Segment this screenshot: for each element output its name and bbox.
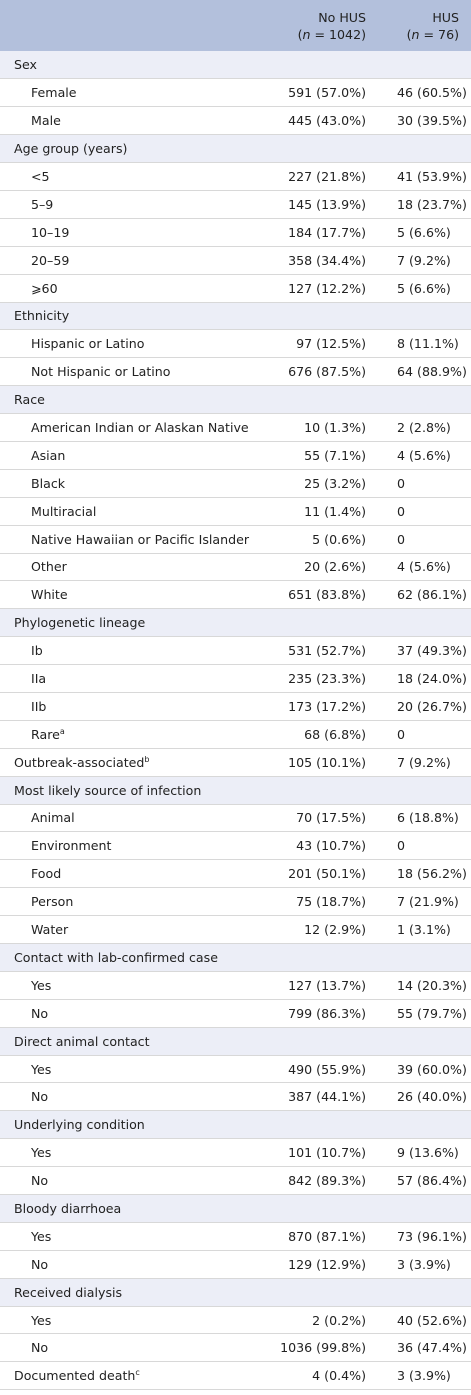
row-label: <5: [31, 169, 50, 184]
no-hus-value: 20 (2.6%): [280, 553, 372, 581]
table-row: [0, 860, 471, 888]
hus-value: 73 (96.1%): [372, 1222, 471, 1250]
hus-value: [372, 302, 471, 330]
row-label: Outbreak-associated: [14, 754, 145, 770]
hus-value: 1 (3.1%): [372, 916, 471, 944]
hus-value: [372, 776, 471, 804]
row-label: Received dialysis: [14, 1284, 123, 1300]
no-hus-value: 870 (87.1%): [280, 1222, 372, 1250]
no-hus-value: 651 (83.8%): [280, 581, 372, 609]
row-label: Food: [31, 866, 62, 882]
row-label-cell: [0, 581, 280, 609]
category-row: [0, 1027, 471, 1055]
no-hus-value: 10 (1.3%): [280, 414, 372, 442]
header-hus-title: HUS: [432, 9, 459, 25]
hus-value: 46 (60.5%): [372, 79, 471, 107]
hus-value: 30 (39.5%): [372, 107, 471, 135]
row-label-cell: [0, 1139, 280, 1167]
table-header-row: [0, 0, 471, 51]
hus-value: 26 (40.0%): [372, 1083, 471, 1111]
category-row: [0, 1278, 471, 1306]
row-label-cell: [0, 1167, 280, 1195]
table-row: [0, 999, 471, 1027]
no-hus-value: 799 (86.3%): [280, 999, 372, 1027]
row-label: Ethnicity: [14, 308, 70, 324]
hus-value: 0: [372, 497, 471, 525]
row-label: 10–19: [31, 224, 70, 240]
hus-value: 0: [372, 469, 471, 497]
row-label-cell: [0, 692, 280, 720]
row-label-cell: [0, 860, 280, 888]
no-hus-value: 43 (10.7%): [280, 832, 372, 860]
row-label: Contact with lab-confirmed case: [14, 949, 218, 965]
hus-value: [372, 609, 471, 637]
hus-value: 0: [372, 525, 471, 553]
row-label-cell: [0, 1222, 280, 1250]
table-row: [0, 1055, 471, 1083]
row-label: Environment: [31, 838, 112, 854]
row-label: Water: [31, 922, 69, 938]
row-label: No: [31, 1005, 49, 1021]
row-label-cell: [0, 163, 280, 191]
no-hus-value: 145 (13.9%): [280, 190, 372, 218]
hus-value: 3 (3.9%): [372, 1362, 471, 1390]
hus-value: 62 (86.1%): [372, 581, 471, 609]
category-row: [0, 135, 471, 163]
row-label: Ib: [31, 643, 43, 659]
hus-value: 14 (20.3%): [372, 971, 471, 999]
no-hus-value: 591 (57.0%): [280, 79, 372, 107]
hus-value: 8 (11.1%): [372, 330, 471, 358]
no-hus-value: [280, 609, 372, 637]
no-hus-value: [280, 944, 372, 972]
row-label-cell: [0, 51, 280, 79]
table-row: [0, 414, 471, 442]
row-label-cell: [0, 386, 280, 414]
table-row: [0, 1222, 471, 1250]
no-hus-value: 68 (6.8%): [280, 720, 372, 748]
row-label: Race: [14, 392, 45, 408]
row-label: 20–59: [31, 252, 70, 268]
table-row: [0, 497, 471, 525]
row-label-cell: [0, 302, 280, 330]
hus-value: 20 (26.7%): [372, 692, 471, 720]
table-row: [0, 79, 471, 107]
no-hus-value: 97 (12.5%): [280, 330, 372, 358]
no-hus-value: 105 (10.1%): [280, 748, 372, 776]
row-label: Asian: [31, 447, 66, 463]
row-label: Animal: [31, 810, 75, 826]
no-hus-value: [280, 51, 372, 79]
row-label-cell: [0, 135, 280, 163]
table-row: [0, 107, 471, 135]
row-label-cell: [0, 665, 280, 693]
row-label-cell: [0, 497, 280, 525]
table-body: [0, 51, 471, 1390]
table-row: [0, 525, 471, 553]
table-row: [0, 553, 471, 581]
hus-value: 2 (2.8%): [372, 414, 471, 442]
hus-value: 0: [372, 720, 471, 748]
hus-value: 4 (5.6%): [372, 441, 471, 469]
no-hus-value: 25 (3.2%): [280, 469, 372, 497]
header-no-hus-n: (n = 1042): [297, 26, 366, 42]
hus-value: 40 (52.6%): [372, 1306, 471, 1334]
table-row: [0, 637, 471, 665]
no-hus-value: 70 (17.5%): [280, 804, 372, 832]
no-hus-value: [280, 386, 372, 414]
row-label: No: [31, 1340, 49, 1356]
table-row: [0, 469, 471, 497]
category-row: [0, 302, 471, 330]
row-label-cell: [0, 1055, 280, 1083]
table-row: [0, 358, 471, 386]
row-label: Multiracial: [31, 503, 97, 519]
row-label: Most likely source of infection: [14, 782, 202, 798]
row-label: American Indian or Alaskan Native: [31, 420, 249, 436]
row-label-cell: [0, 609, 280, 637]
no-hus-value: 842 (89.3%): [280, 1167, 372, 1195]
hus-value: [372, 51, 471, 79]
hus-value: 18 (24.0%): [372, 665, 471, 693]
no-hus-value: [280, 302, 372, 330]
table-row: [0, 804, 471, 832]
no-hus-value: 173 (17.2%): [280, 692, 372, 720]
row-label: Yes: [31, 1145, 52, 1161]
row-label-cell: [0, 469, 280, 497]
no-hus-value: 55 (7.1%): [280, 441, 372, 469]
row-label-cell: [0, 1111, 280, 1139]
row-label-cell: [0, 441, 280, 469]
no-hus-value: [280, 1111, 372, 1139]
row-label: Person: [31, 894, 74, 910]
row-label: Underlying condition: [14, 1117, 145, 1133]
no-hus-value: 4 (0.4%): [280, 1362, 372, 1390]
table-row: [0, 190, 471, 218]
table-row: [0, 330, 471, 358]
header-hus: [372, 0, 471, 51]
table-row: [0, 246, 471, 274]
hus-value: 7 (9.2%): [372, 246, 471, 274]
row-label-cell: [0, 553, 280, 581]
row-label: Yes: [31, 1061, 52, 1077]
row-label: ⩾60: [31, 280, 58, 296]
row-label-cell: [0, 1334, 280, 1362]
table-row: [0, 971, 471, 999]
no-hus-value: [280, 1195, 372, 1223]
category-row: [0, 776, 471, 804]
hus-value: 5 (6.6%): [372, 274, 471, 302]
row-label-cell: [0, 776, 280, 804]
no-hus-value: 129 (12.9%): [280, 1250, 372, 1278]
category-row: [0, 1111, 471, 1139]
table-row: [0, 692, 471, 720]
hus-value: 5 (6.6%): [372, 218, 471, 246]
row-label: Male: [31, 113, 61, 129]
row-label-cell: [0, 218, 280, 246]
no-hus-value: 201 (50.1%): [280, 860, 372, 888]
row-label-cell: [0, 274, 280, 302]
row-label-cell: [0, 1195, 280, 1223]
no-hus-value: 101 (10.7%): [280, 1139, 372, 1167]
row-label-cell: [0, 414, 280, 442]
row-label-cell: [0, 720, 280, 748]
no-hus-value: 387 (44.1%): [280, 1083, 372, 1111]
no-hus-value: [280, 1027, 372, 1055]
hus-value: 3 (3.9%): [372, 1250, 471, 1278]
hus-value: 64 (88.9%): [372, 358, 471, 386]
row-label: Native Hawaiian or Pacific Islander: [31, 531, 249, 547]
row-label-cell: [0, 1278, 280, 1306]
row-label: Phylogenetic lineage: [14, 615, 146, 631]
table-row: [0, 916, 471, 944]
table-row: [0, 1167, 471, 1195]
table-row: [0, 748, 471, 776]
row-label-cell: [0, 358, 280, 386]
hus-value: [372, 1278, 471, 1306]
row-label: No: [31, 1089, 49, 1105]
row-label: Rare: [31, 726, 60, 742]
no-hus-value: 5 (0.6%): [280, 525, 372, 553]
no-hus-value: 11 (1.4%): [280, 497, 372, 525]
no-hus-value: 531 (52.7%): [280, 637, 372, 665]
footnote-marker: c: [135, 1368, 140, 1378]
row-label-cell: [0, 1083, 280, 1111]
no-hus-value: 227 (21.8%): [280, 163, 372, 191]
row-label: No: [31, 1256, 49, 1272]
row-label: Documented death: [14, 1368, 136, 1384]
no-hus-value: 75 (18.7%): [280, 888, 372, 916]
row-label: Black: [31, 475, 66, 491]
row-label-cell: [0, 1362, 280, 1390]
hus-value: 41 (53.9%): [372, 163, 471, 191]
table-row: [0, 441, 471, 469]
row-label: Direct animal contact: [14, 1033, 150, 1049]
no-hus-value: [280, 776, 372, 804]
row-label: Yes: [31, 1312, 52, 1328]
row-label: IIb: [31, 698, 47, 714]
hus-value: [372, 1195, 471, 1223]
category-row: [0, 51, 471, 79]
row-label: 5–9: [31, 196, 54, 212]
row-label-cell: [0, 1306, 280, 1334]
row-label: No: [31, 1173, 49, 1189]
hus-value: 9 (13.6%): [372, 1139, 471, 1167]
table-row: [0, 1083, 471, 1111]
table-row: [0, 832, 471, 860]
category-row: [0, 1195, 471, 1223]
row-label: Yes: [31, 1228, 52, 1244]
no-hus-value: 676 (87.5%): [280, 358, 372, 386]
row-label-cell: [0, 637, 280, 665]
table-row: [0, 1250, 471, 1278]
hus-value: 7 (9.2%): [372, 748, 471, 776]
row-label: Female: [31, 85, 77, 101]
hus-value: 4 (5.6%): [372, 553, 471, 581]
hus-value: [372, 386, 471, 414]
row-label: Sex: [14, 57, 37, 73]
hus-value: [372, 1027, 471, 1055]
header-label: [0, 0, 280, 51]
table-row: [0, 1139, 471, 1167]
hus-value: [372, 944, 471, 972]
row-label: Bloody diarrhoea: [14, 1200, 122, 1216]
row-label-cell: [0, 888, 280, 916]
row-label-cell: [0, 916, 280, 944]
hus-value: [372, 135, 471, 163]
row-label-cell: [0, 107, 280, 135]
footnote-marker: b: [144, 754, 150, 764]
row-label-cell: [0, 832, 280, 860]
row-label-cell: [0, 999, 280, 1027]
row-label-cell: [0, 804, 280, 832]
no-hus-value: [280, 135, 372, 163]
no-hus-value: 127 (12.2%): [280, 274, 372, 302]
category-row: [0, 609, 471, 637]
row-label-cell: [0, 330, 280, 358]
no-hus-value: 490 (55.9%): [280, 1055, 372, 1083]
hus-value: 18 (56.2%): [372, 860, 471, 888]
no-hus-value: 12 (2.9%): [280, 916, 372, 944]
table-row: [0, 1306, 471, 1334]
row-label: Yes: [31, 977, 52, 993]
table-row: [0, 888, 471, 916]
table-row: [0, 163, 471, 191]
hus-value: 55 (79.7%): [372, 999, 471, 1027]
row-label: Age group (years): [14, 141, 128, 157]
category-row: [0, 386, 471, 414]
hus-value: 36 (47.4%): [372, 1334, 471, 1362]
table-row: [0, 1334, 471, 1362]
hus-value: 0: [372, 832, 471, 860]
row-label-cell: [0, 748, 280, 776]
no-hus-value: 358 (34.4%): [280, 246, 372, 274]
row-label: Hispanic or Latino: [31, 336, 145, 352]
no-hus-value: 1036 (99.8%): [280, 1334, 372, 1362]
no-hus-value: 127 (13.7%): [280, 971, 372, 999]
hus-value: 18 (23.7%): [372, 190, 471, 218]
category-row: [0, 944, 471, 972]
hus-value: 37 (49.3%): [372, 637, 471, 665]
row-label: Not Hispanic or Latino: [31, 364, 171, 380]
hus-value: 6 (18.8%): [372, 804, 471, 832]
row-label: IIa: [31, 671, 47, 687]
table-row: [0, 581, 471, 609]
no-hus-value: 184 (17.7%): [280, 218, 372, 246]
hus-value: 57 (86.4%): [372, 1167, 471, 1195]
hus-value: 39 (60.0%): [372, 1055, 471, 1083]
no-hus-value: 2 (0.2%): [280, 1306, 372, 1334]
hus-value: [372, 1111, 471, 1139]
table-row: [0, 720, 471, 748]
table-row: [0, 665, 471, 693]
row-label-cell: [0, 1027, 280, 1055]
row-label-cell: [0, 944, 280, 972]
header-no-hus-title: No HUS: [318, 9, 366, 25]
no-hus-value: [280, 1278, 372, 1306]
table-row: [0, 1362, 471, 1390]
row-label-cell: [0, 971, 280, 999]
row-label-cell: [0, 525, 280, 553]
footnote-marker: a: [59, 726, 65, 736]
table-row: [0, 218, 471, 246]
hus-value: 7 (21.9%): [372, 888, 471, 916]
table-row: [0, 274, 471, 302]
no-hus-value: 445 (43.0%): [280, 107, 372, 135]
row-label-cell: [0, 190, 280, 218]
row-label-cell: [0, 246, 280, 274]
row-label: Other: [31, 559, 67, 575]
row-label: White: [31, 587, 68, 603]
row-label-cell: [0, 1250, 280, 1278]
header-no-hus: [280, 0, 372, 51]
header-hus-n: (n = 76): [406, 26, 459, 42]
no-hus-value: 235 (23.3%): [280, 665, 372, 693]
row-label-cell: [0, 79, 280, 107]
